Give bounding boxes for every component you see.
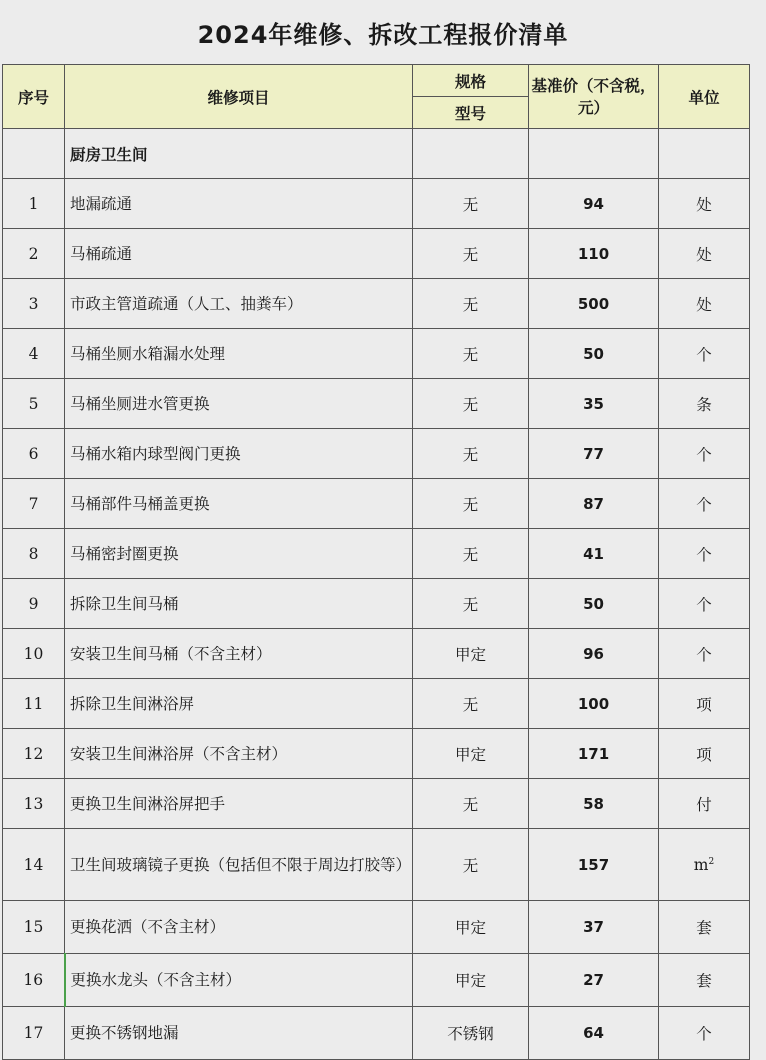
row-index-cell[interactable]: 2 [3,229,65,279]
table-row [3,329,750,379]
section-label[interactable]: 厨房卫生间 [65,129,413,179]
row-item-cell[interactable]: 地漏疏通 [65,179,413,229]
row-price-cell[interactable]: 500 [529,279,659,329]
table-row [3,479,750,529]
row-spec-cell[interactable]: 无 [413,379,529,429]
section-row [3,129,750,179]
row-unit-cell[interactable]: 个 [659,1007,750,1060]
row-index-cell[interactable]: 15 [3,901,65,954]
row-item-cell[interactable]: 拆除卫生间淋浴屏 [65,679,413,729]
row-item-cell[interactable]: 马桶坐厕进水管更换 [65,379,413,429]
header-item[interactable]: 维修项目 [65,65,413,129]
row-unit-cell[interactable]: 处 [659,179,750,229]
table-row [3,529,750,579]
row-index-cell[interactable]: 13 [3,779,65,829]
row-price-cell[interactable]: 58 [529,779,659,829]
table-row [3,954,750,1007]
row-item-cell[interactable]: 安装卫生间马桶（不含主材） [65,629,413,679]
row-price-cell[interactable]: 27 [529,954,659,1007]
table-cell[interactable] [3,129,65,179]
row-price-cell[interactable]: 50 [529,329,659,379]
row-item-cell[interactable]: 市政主管道疏通（人工、抽粪车） [65,279,413,329]
row-spec-cell[interactable]: 甲定 [413,629,529,679]
row-spec-cell[interactable]: 无 [413,279,529,329]
row-price-cell[interactable]: 100 [529,679,659,729]
row-item-cell[interactable]: 马桶水箱内球型阀门更换 [65,429,413,479]
row-item-cell[interactable]: 更换花洒（不含主材） [65,901,413,954]
table-row [3,729,750,779]
row-unit-cell[interactable]: 处 [659,229,750,279]
table-row [3,579,750,629]
row-unit-cell[interactable]: 处 [659,279,750,329]
row-spec-cell[interactable]: 无 [413,229,529,279]
table-cell[interactable] [413,129,529,179]
row-spec-cell[interactable]: 无 [413,779,529,829]
row-price-cell[interactable]: 35 [529,379,659,429]
row-index-cell[interactable]: 12 [3,729,65,779]
row-spec-cell[interactable]: 无 [413,529,529,579]
row-unit-cell[interactable]: 套 [659,954,750,1007]
row-price-cell[interactable]: 50 [529,579,659,629]
row-spec-cell[interactable]: 无 [413,679,529,729]
page-title: 2024年维修、拆改工程报价清单 [0,0,766,64]
row-spec-cell[interactable]: 无 [413,329,529,379]
header-model[interactable]: 型号 [413,97,529,129]
row-unit-cell[interactable] [659,829,750,901]
row-unit-cell[interactable]: 个 [659,329,750,379]
row-item-cell[interactable]: 马桶坐厕水箱漏水处理 [65,329,413,379]
row-spec-cell[interactable]: 无 [413,479,529,529]
row-price-cell[interactable]: 87 [529,479,659,529]
row-price-cell[interactable]: 41 [529,529,659,579]
row-price-cell[interactable]: 64 [529,1007,659,1060]
row-item-cell[interactable]: 安装卫生间淋浴屏（不含主材） [65,729,413,779]
row-unit-cell[interactable]: 个 [659,479,750,529]
row-item-cell[interactable]: 更换不锈钢地漏 [65,1007,413,1060]
row-unit-cell[interactable]: 项 [659,729,750,779]
table-row [3,901,750,954]
table-row [3,279,750,329]
row-unit-cell[interactable]: 条 [659,379,750,429]
table-cell[interactable] [529,129,659,179]
row-spec-cell[interactable]: 甲定 [413,729,529,779]
table-row [3,1007,750,1060]
row-spec-cell[interactable]: 无 [413,579,529,629]
quote-table [2,64,750,1060]
row-spec-cell[interactable]: 甲定 [413,954,529,1007]
row-index-cell[interactable]: 3 [3,279,65,329]
row-index-cell[interactable]: 17 [3,1007,65,1060]
row-index-cell[interactable]: 7 [3,479,65,529]
row-index-cell[interactable]: 16 [3,954,65,1007]
row-unit-cell[interactable]: 个 [659,529,750,579]
table-row [3,229,750,279]
row-spec-cell[interactable]: 无 [413,179,529,229]
row-item-cell[interactable]: 更换水龙头（不含主材） [65,954,413,1007]
unit-superscript: 2 [708,856,715,867]
row-unit-cell[interactable]: 项 [659,679,750,729]
header-price[interactable]: 基准价（不含税，元） [529,65,659,129]
header-row [3,65,750,97]
row-item-cell[interactable]: 马桶部件马桶盖更换 [65,479,413,529]
row-price-cell[interactable]: 110 [529,229,659,279]
table-row [3,179,750,229]
row-spec-cell[interactable]: 甲定 [413,901,529,954]
row-index-cell[interactable]: 11 [3,679,65,729]
row-price-cell[interactable]: 157 [529,829,659,901]
row-index-cell[interactable]: 9 [3,579,65,629]
row-spec-cell[interactable]: 无 [413,829,529,901]
header-index[interactable]: 序号 [3,65,65,129]
row-unit-cell[interactable]: 付 [659,779,750,829]
table-row [3,779,750,829]
row-item-cell[interactable]: 卫生间玻璃镜子更换（包括但不限于周边打胶等） [65,829,413,901]
row-item-cell[interactable]: 马桶疏通 [65,229,413,279]
row-price-cell[interactable]: 171 [529,729,659,779]
row-unit-cell[interactable]: 套 [659,901,750,954]
row-spec-cell[interactable]: 不锈钢 [413,1007,529,1060]
row-index-cell[interactable]: 5 [3,379,65,429]
table-row [3,629,750,679]
row-unit-cell[interactable]: 个 [659,629,750,679]
row-index-cell[interactable]: 4 [3,329,65,379]
table-row [3,429,750,479]
row-item-cell[interactable]: 马桶密封圈更换 [65,529,413,579]
unit-text: m [693,855,709,874]
row-index-cell[interactable]: 10 [3,629,65,679]
row-item-cell[interactable]: 拆除卫生间马桶 [65,579,413,629]
row-unit-cell[interactable]: 个 [659,579,750,629]
header-spec[interactable]: 规格 [413,65,529,97]
table-cell[interactable] [659,129,750,179]
row-index-cell[interactable]: 8 [3,529,65,579]
row-item-cell[interactable]: 更换卫生间淋浴屏把手 [65,779,413,829]
row-price-cell[interactable]: 96 [529,629,659,679]
row-index-cell[interactable]: 14 [3,829,65,901]
row-index-cell[interactable]: 1 [3,179,65,229]
table-row [3,679,750,729]
row-price-cell[interactable]: 77 [529,429,659,479]
row-price-cell[interactable]: 37 [529,901,659,954]
row-index-cell[interactable]: 6 [3,429,65,479]
row-price-cell[interactable]: 94 [529,179,659,229]
table-row [3,829,750,901]
row-unit-cell[interactable]: 个 [659,429,750,479]
header-unit[interactable]: 单位 [659,65,750,129]
row-spec-cell[interactable]: 无 [413,429,529,479]
table-row [3,379,750,429]
